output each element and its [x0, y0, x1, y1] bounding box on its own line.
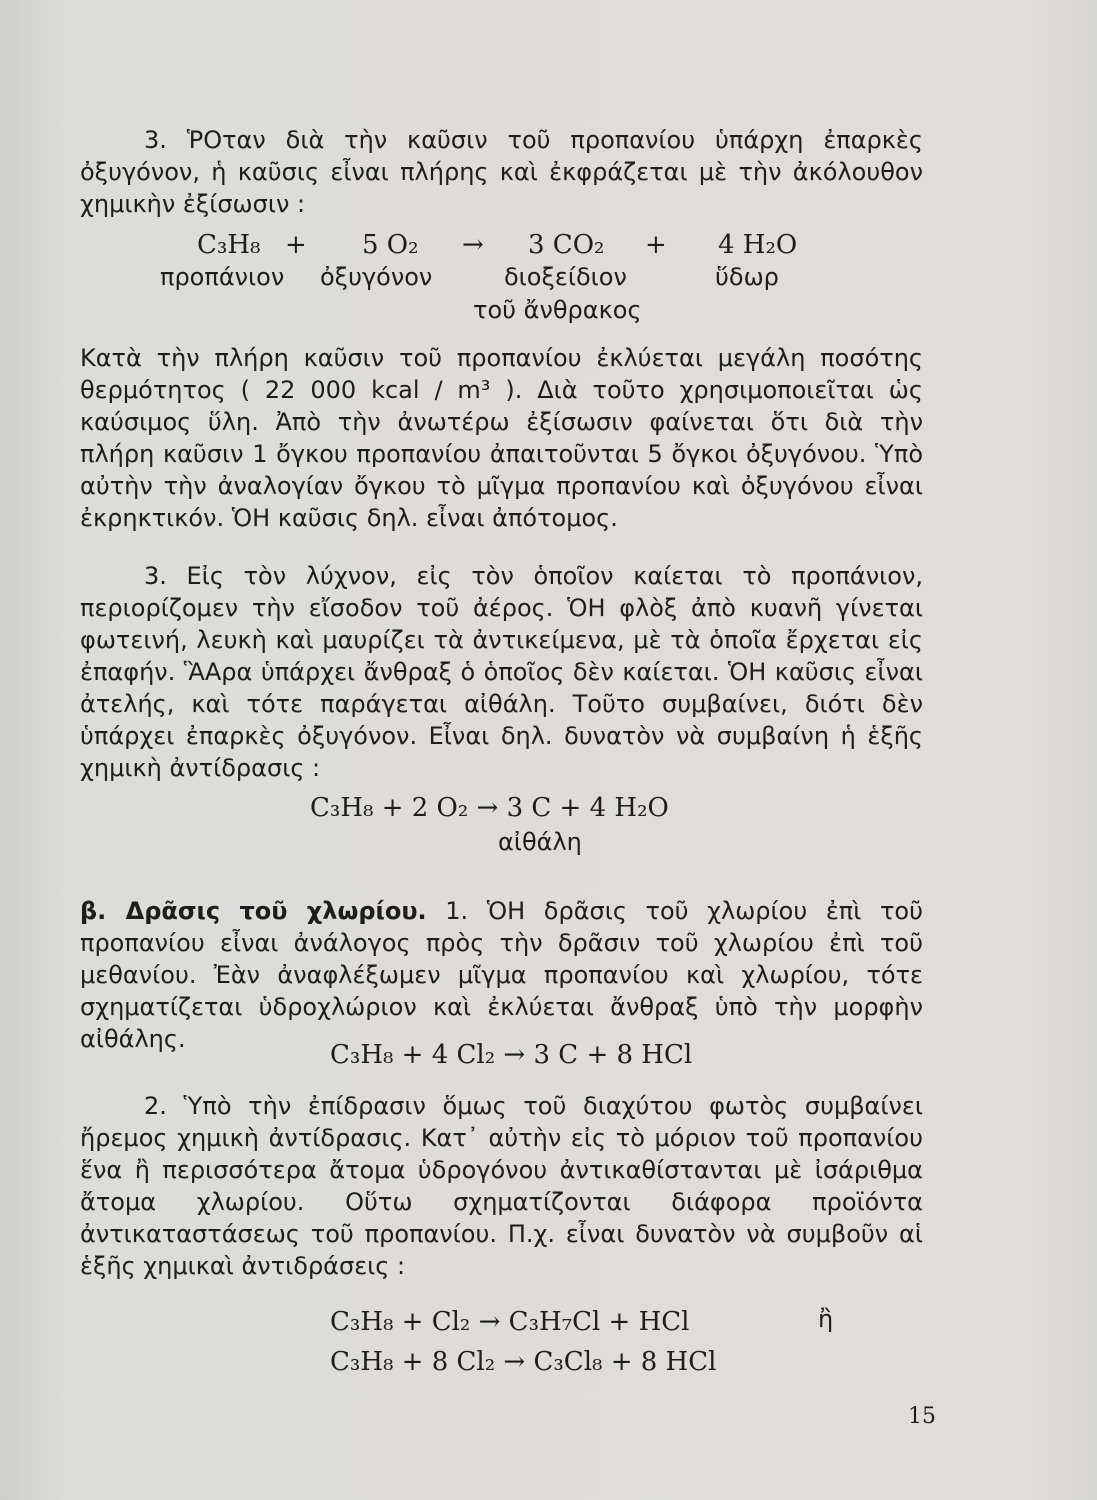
section-text: 1. ὉΗ δρᾶσις τοῦ χλωρίου ἐπὶ τοῦ προπανίου εἶναι ἀνάλογος πρὸς τὴν δρᾶσιν τοῦ χλωρίου ἐπὶ τοῦ μεθανίου. Ἐὰν ἀναφλέξωμεν μῖγμα προπανίου καὶ χλωρίου, τότε σχηματίζεται ὑδροχλώριον καὶ ἐκλύεται ἄνθραξ ὑπὸ τὴν μορφὴν αἰθάλης. [80, 897, 923, 1053]
paragraph-combustion-complete: 3. ῬΟταν διὰ τὴν καῦσιν τοῦ προπανίου ὑπάρχη ἐπαρκὲς ὀξυγόνον, ἡ καῦσις εἶναι πλήρης καὶ ἐκφράζεται μὲ τὴν ἀκόλουθον χημικὴν ἐξίσωσιν : [80, 126, 923, 218]
eq2-label-soot: αἰθάλη [498, 828, 582, 856]
eq1-propane: C₃H₈ [197, 230, 261, 260]
eq1-oxygen: 5 O₂ [362, 230, 419, 260]
paragraph-incomplete-combustion: 3. Εἰς τὸν λύχνον, εἰς τὸν ὁποῖον καίεται τὸ προπάνιον, περιορίζομεν τὴν εἴσοδον τοῦ ἀέρος. ὉΗ φλὸξ ἀπὸ κυανῆ γίνεται φωτεινή, λευκὴ καὶ μαυρίζει τὰ ἀντικείμενα, μὲ τὰ ὁποῖα ἔρχεται εἰς ἐπαφήν. ἋΑρα ὑπάρχει ἄνθραξ ὁ ὁποῖος δὲν καίεται. ὉΗ καῦσις εἶναι ἀτελής, καὶ τότε παράγεται αἰθάλη. Τοῦτο συμβαίνει, διότι δὲν ὑπάρχει ἐπαρκὲς ὀξυγόνον. Εἶναι δηλ. δυνατὸν νὰ συμβαίνη ἡ ἑξῆς χημικὴ ἀντίδρασις : [80, 562, 923, 782]
equation-substitution-1: C₃H₈ + Cl₂ → C₃H₇Cl + HCl [330, 1307, 690, 1337]
equation-chlorine-burn: C₃H₈ + 4 Cl₂ → 3 C + 8 HCl [330, 1040, 693, 1070]
equation-substitution-2: C₃H₈ + 8 Cl₂ → C₃Cl₈ + 8 HCl [330, 1347, 717, 1377]
eq2-formula: C₃H₈ + 2 O₂ → 3 C + 4 H₂O [310, 793, 669, 823]
eq1-label-water: ὕδωρ [715, 263, 779, 291]
paragraph-light-substitution: 2. Ὑπὸ τὴν ἐπίδρασιν ὅμως τοῦ διαχύτου φωτὸς συμβαίνει ἤρεμος χημικὴ ἀντίδρασις. Κατ᾽ αὐτὴν εἰς τὸ μόριον τοῦ προπανίου ἕνα ἢ περισσότερα ἄτομα ὑδρογόνου ἀντικαθίστανται μὲ ἰσάριθμα ἄτομα χλωρίου. Οὕτω σχηματίζονται διάφορα προϊόντα ἀντικαταστάσεως τοῦ προπανίου. Π.χ. εἶναι δυνατὸν νὰ συμβοῦν αἱ ἑξῆς χημικαὶ ἀντιδράσεις : [80, 1092, 923, 1280]
section-chlorine-action [80, 895, 923, 1055]
eq1-label-co2: διοξείδιον [504, 263, 627, 291]
eq1-label-propane: προπάνιον [160, 263, 285, 291]
eq1-plus: + [285, 230, 307, 260]
paragraph-heat-release: Κατὰ τὴν πλήρη καῦσιν τοῦ προπανίου ἐκλύεται μεγάλη ποσότης θερμότητος ( 22 000 kcal / m³ ). Διὰ τοῦτο χρησιμοποιεῖται ὡς καύσιμος ὕλη. Ἀπὸ τὴν ἀνωτέρω ἐξίσωσιν φαίνεται ὅτι διὰ τὴν πλήρη καῦσιν 1 ὄγκου προπανίου ἀπαιτοῦνται 5 ὄγκοι ὀξυγόνου. Ὑπὸ αὐτὴν τὴν ἀναλογίαν ὄγκου τὸ μῖγμα προπανίου καὶ ὀξυγόνου εἶναι ἐκρηκτικόν. ὉΗ καῦσις δηλ. εἶναι ἀπότομος. [80, 344, 923, 532]
eq1-plus2: + [645, 230, 667, 260]
eq1-arrow: → [462, 230, 484, 260]
page-number: 15 [908, 1404, 936, 1429]
eq1-label-oxygen: ὀξυγόνον [320, 263, 433, 291]
equation-or-label: ἢ [818, 1305, 834, 1333]
eq1-co2: 3 CO₂ [528, 230, 605, 260]
eq1-water: 4 H₂O [718, 230, 798, 260]
eq1-label-carbon: τοῦ ἄνθρακος [473, 296, 642, 324]
section-heading: β. Δρᾶσις τοῦ χλωρίου. [80, 897, 427, 925]
